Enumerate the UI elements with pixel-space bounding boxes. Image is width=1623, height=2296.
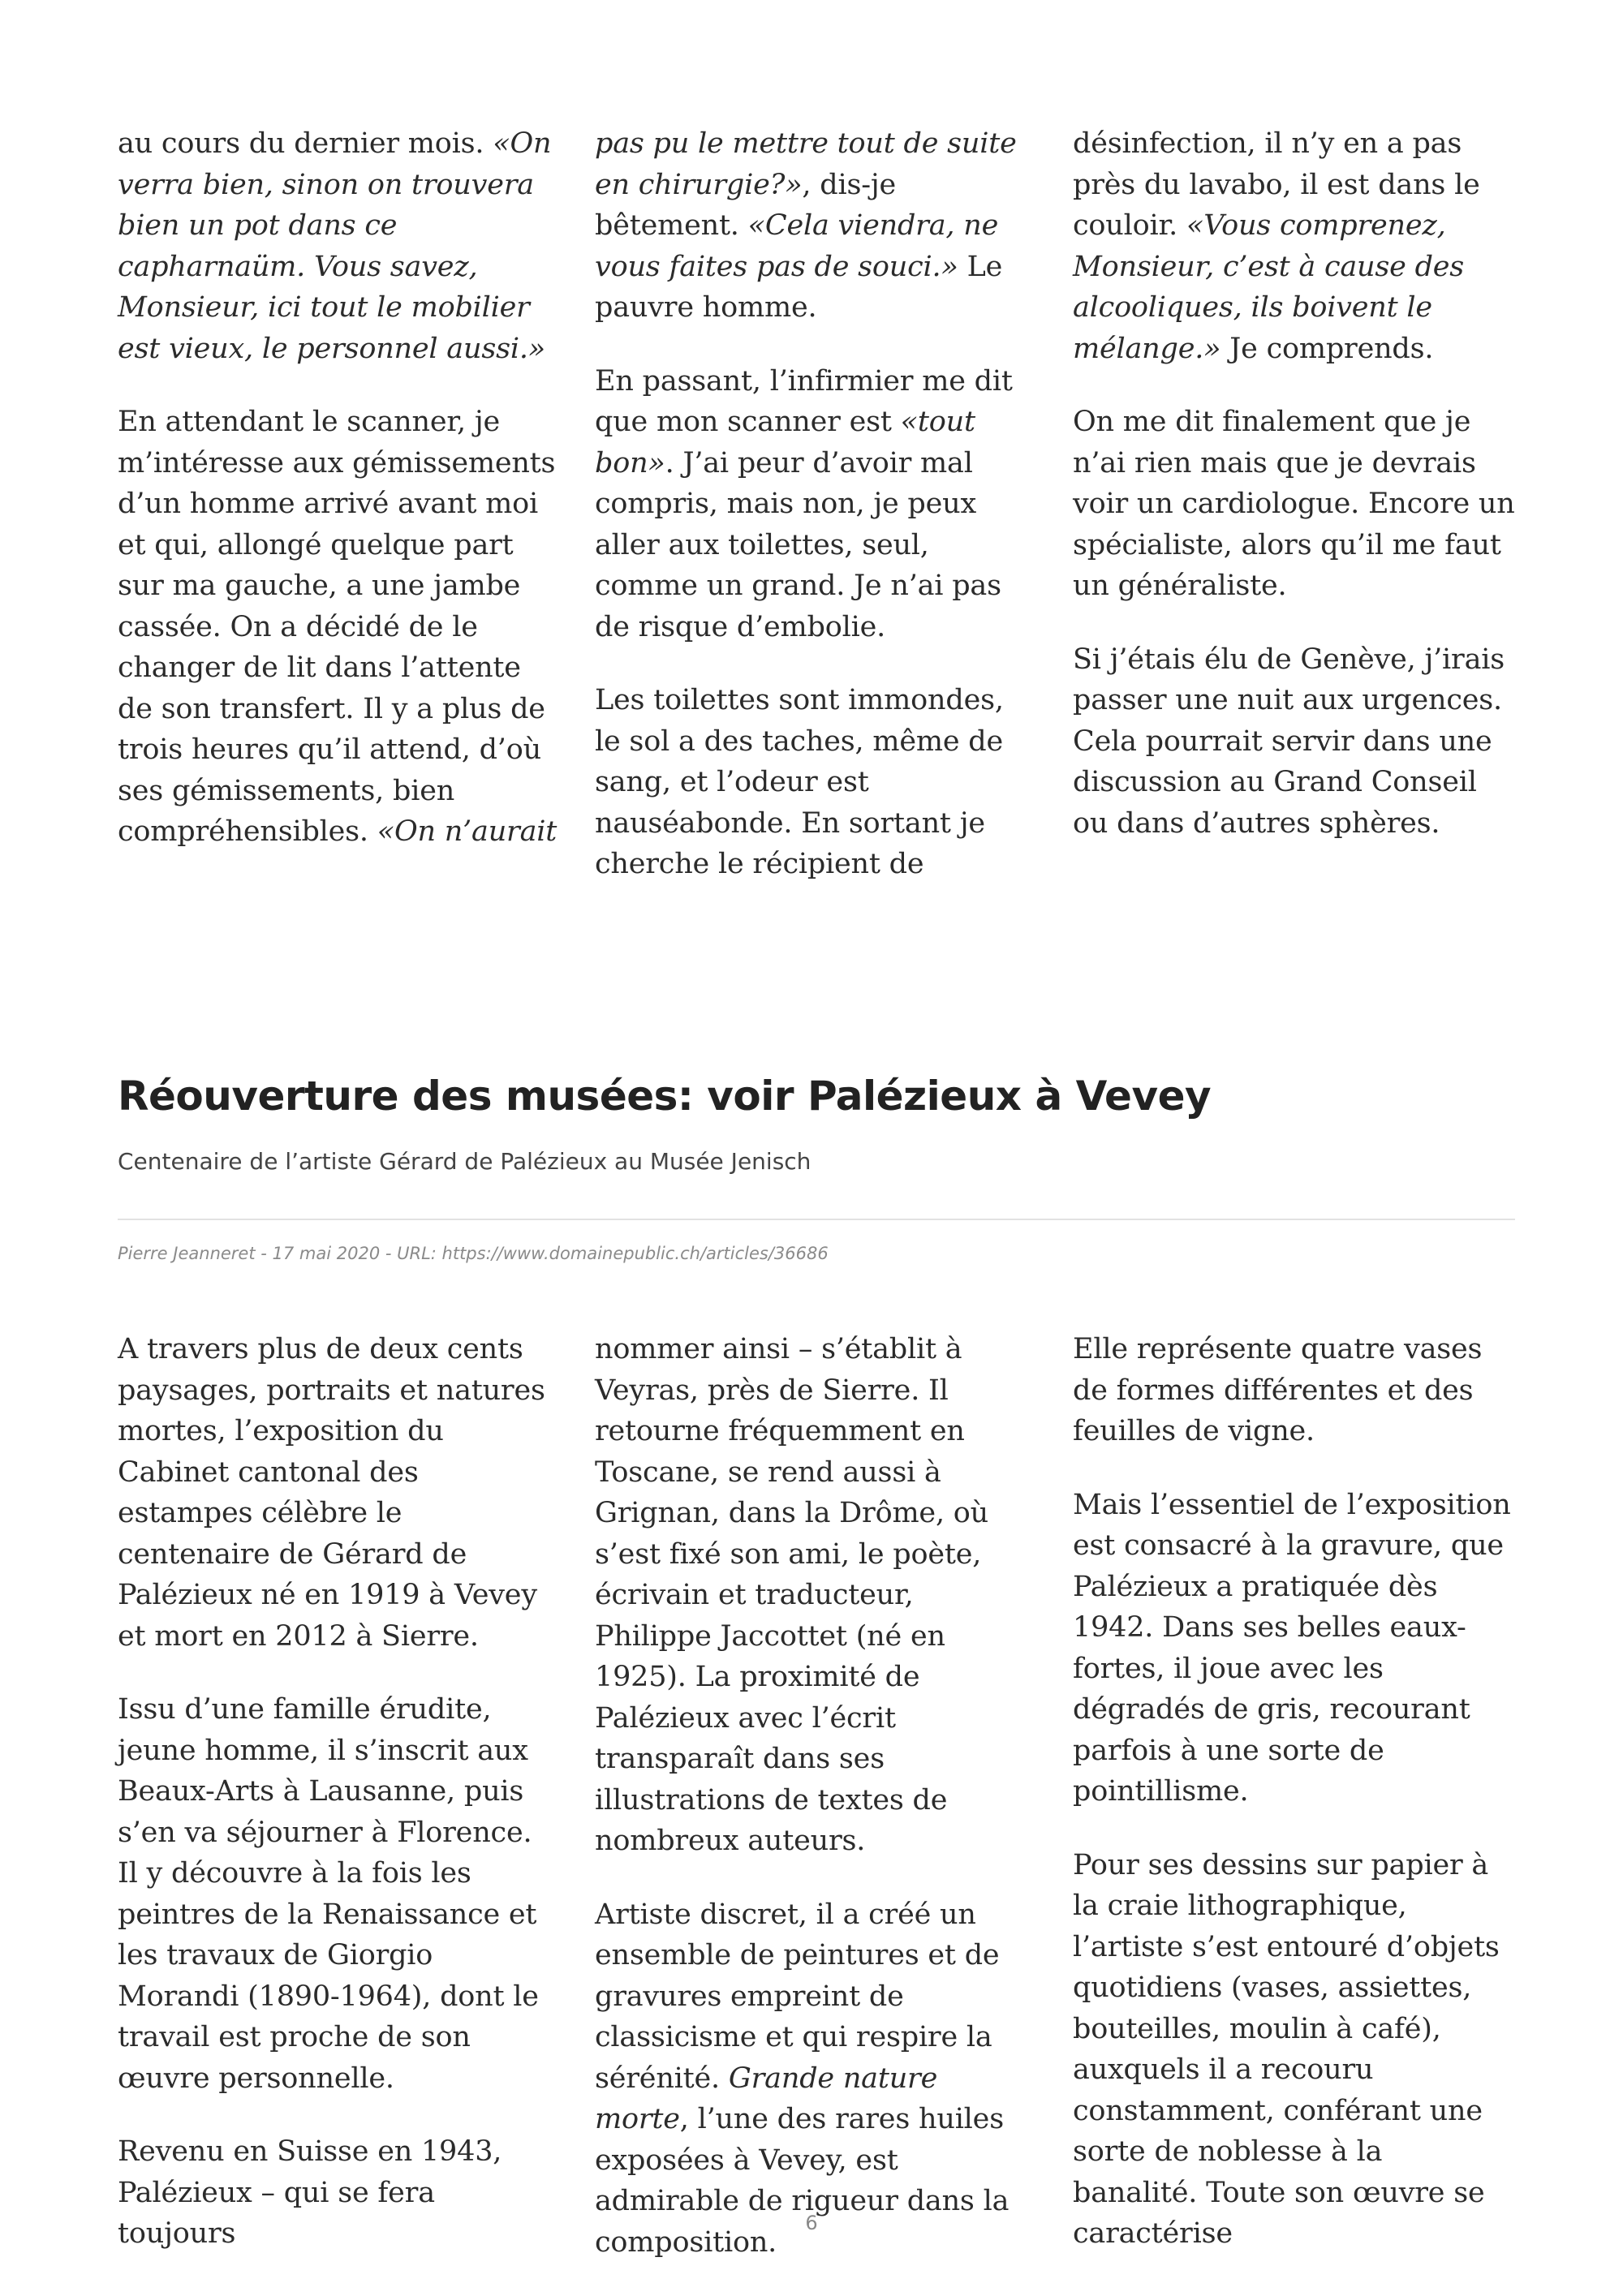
paragraph: désinfection, il n’y en a pas près du lavabo, il est dans le couloir. «Vous comprenez, Monsieur, c’est à cause des alcooliques, ils boivent le mélange.» Je comprends. xyxy=(1073,127,1480,365)
paragraph: On me dit finalement que je n’ai rien mais que je devrais voir un cardiologue. Encore un spécialiste, alors qu’il me faut un généraliste. xyxy=(1073,406,1515,602)
prev-article-column-3 xyxy=(1073,123,1515,844)
header-divider xyxy=(118,1219,1515,1220)
page-number: 6 xyxy=(805,2212,818,2234)
quote: «Cela viendra, ne vous faites pas de souci.» xyxy=(595,209,999,283)
article-subtitle: Centenaire de l’artiste Gérard de Palézieux au Musée Jenisch xyxy=(118,1148,812,1175)
paragraph: A travers plus de deux cents paysages, portraits et natures mortes, l’exposition du Cabinet cantonal des estampes célèbre le centenaire de Gérard de Palézieux né en 1919 à Vevey et mort en 2012 à Sierre. xyxy=(118,1333,545,1653)
paragraph: Revenu en Suisse en 1943, Palézieux – qui se fera toujours xyxy=(118,2135,502,2250)
paragraph: au cours du dernier mois. «On verra bien, sinon on trouvera bien un pot dans ce capharnaüm. Vous savez, Monsieur, ici tout le mobilier est vieux, le personnel aussi.» xyxy=(118,127,552,365)
paragraph: Si j’étais élu de Genève, j’irais passer une nuit aux urgences. Cela pourrait servir dans une discussion au Grand Conseil ou dans d’autres sphères. xyxy=(1073,643,1505,840)
quote: «tout bon» xyxy=(595,406,975,479)
article-title: Réouverture des musées: voir Palézieux à Vevey xyxy=(118,1073,1212,1120)
paragraph: Mais l’essentiel de l’exposition est consacré à la gravure, que Palézieux a pratiquée dès 1942. Dans ses belles eaux-fortes, il joue avec les dégradés de gris, recourant parfois à une sorte de pointillisme. xyxy=(1073,1488,1511,1808)
paragraph: Issu d’une famille érudite, jeune homme, il s’inscrit aux Beaux-Arts à Lausanne, puis s’en va séjourner à Florence. Il y découvre à la fois les peintres de la Renaissance et les travaux de Giorgio Morandi (1890-1964), dont le travail est proche de son œuvre personnelle. xyxy=(118,1693,539,2095)
article-column-1 xyxy=(118,1329,560,2255)
artwork-title: Grande nature morte xyxy=(595,2062,938,2135)
paragraph: Elle représente quatre vases de formes différentes et des feuilles de vigne. xyxy=(1073,1333,1483,1447)
paragraph: Pour ses dessins sur papier à la craie lithographique, l’artiste s’est entouré d’objets quotidiens (vases, assiettes, bouteilles, moulin à café), auxquels il a recouru constamment, conférant une sorte de noblesse à la banalité. Toute son œuvre se caractérise xyxy=(1073,1848,1500,2250)
paragraph: Les toilettes sont immondes, le sol a des taches, même de sang, et l’odeur est nauséabonde. En sortant je cherche le récipient de xyxy=(595,684,1004,880)
quote: «On n’aurait xyxy=(377,815,558,848)
article-column-3 xyxy=(1073,1329,1515,2255)
paragraph: Artiste discret, il a créé un ensemble de peintures et de gravures empreint de classicisme et qui respire la sérénité. Grande nature morte, l’une des rares huiles exposées à Vevey, est admirable de rigueur dans la composition. xyxy=(595,1898,1010,2259)
paragraph: En attendant le scanner, je m’intéresse aux gémissements d’un homme arrivé avant moi et qui, allongé quelque part sur ma gauche, a une jambe cassée. On a décidé de le changer de lit dans l’attente de son transfert. Il y a plus de trois heures qu’il attend, d’où ses gémissements, bien compréhensibles. «On n’aurait xyxy=(118,406,558,848)
prev-article-column-2 xyxy=(595,123,1037,885)
quote: pas pu le mettre tout de suite en chirurgie?» xyxy=(595,127,1017,201)
prev-article-column-1 xyxy=(118,123,560,853)
paragraph: pas pu le mettre tout de suite en chirurgie?», dis-je bêtement. «Cela viendra, ne vous faites pas de souci.» Le pauvre homme. xyxy=(595,127,1017,324)
paragraph: En passant, l’infirmier me dit que mon scanner est «tout bon». J’ai peur d’avoir mal compris, mais non, je peux aller aux toilettes, seul, comme un grand. Je n’ai pas de risque d’embolie. xyxy=(595,364,1013,643)
quote: «Vous comprenez, Monsieur, c’est à cause des alcooliques, ils boivent le mélange.» xyxy=(1073,209,1465,365)
paragraph: nommer ainsi – s’établit à Veyras, près de Sierre. Il retourne fréquemment en Toscane, se rend aussi à Grignan, dans la Drôme, où s’est fixé son ami, le poète, écrivain et traducteur, Philippe Jaccottet (né en 1925). La proximité de Palézieux avec l’écrit transparaît dans ses illustrations de textes de nombreux auteurs. xyxy=(595,1333,989,1857)
article-column-2 xyxy=(595,1329,1037,2263)
quote: «On verra bien, sinon on trouvera bien un pot dans ce capharnaüm. Vous savez, Monsieur, ici tout le mobilier est vieux, le personnel aussi.» xyxy=(118,127,552,365)
article-meta: Pierre Jeanneret - 17 mai 2020 - URL: https://www.domainepublic.ch/articles/36686 xyxy=(118,1244,829,1263)
